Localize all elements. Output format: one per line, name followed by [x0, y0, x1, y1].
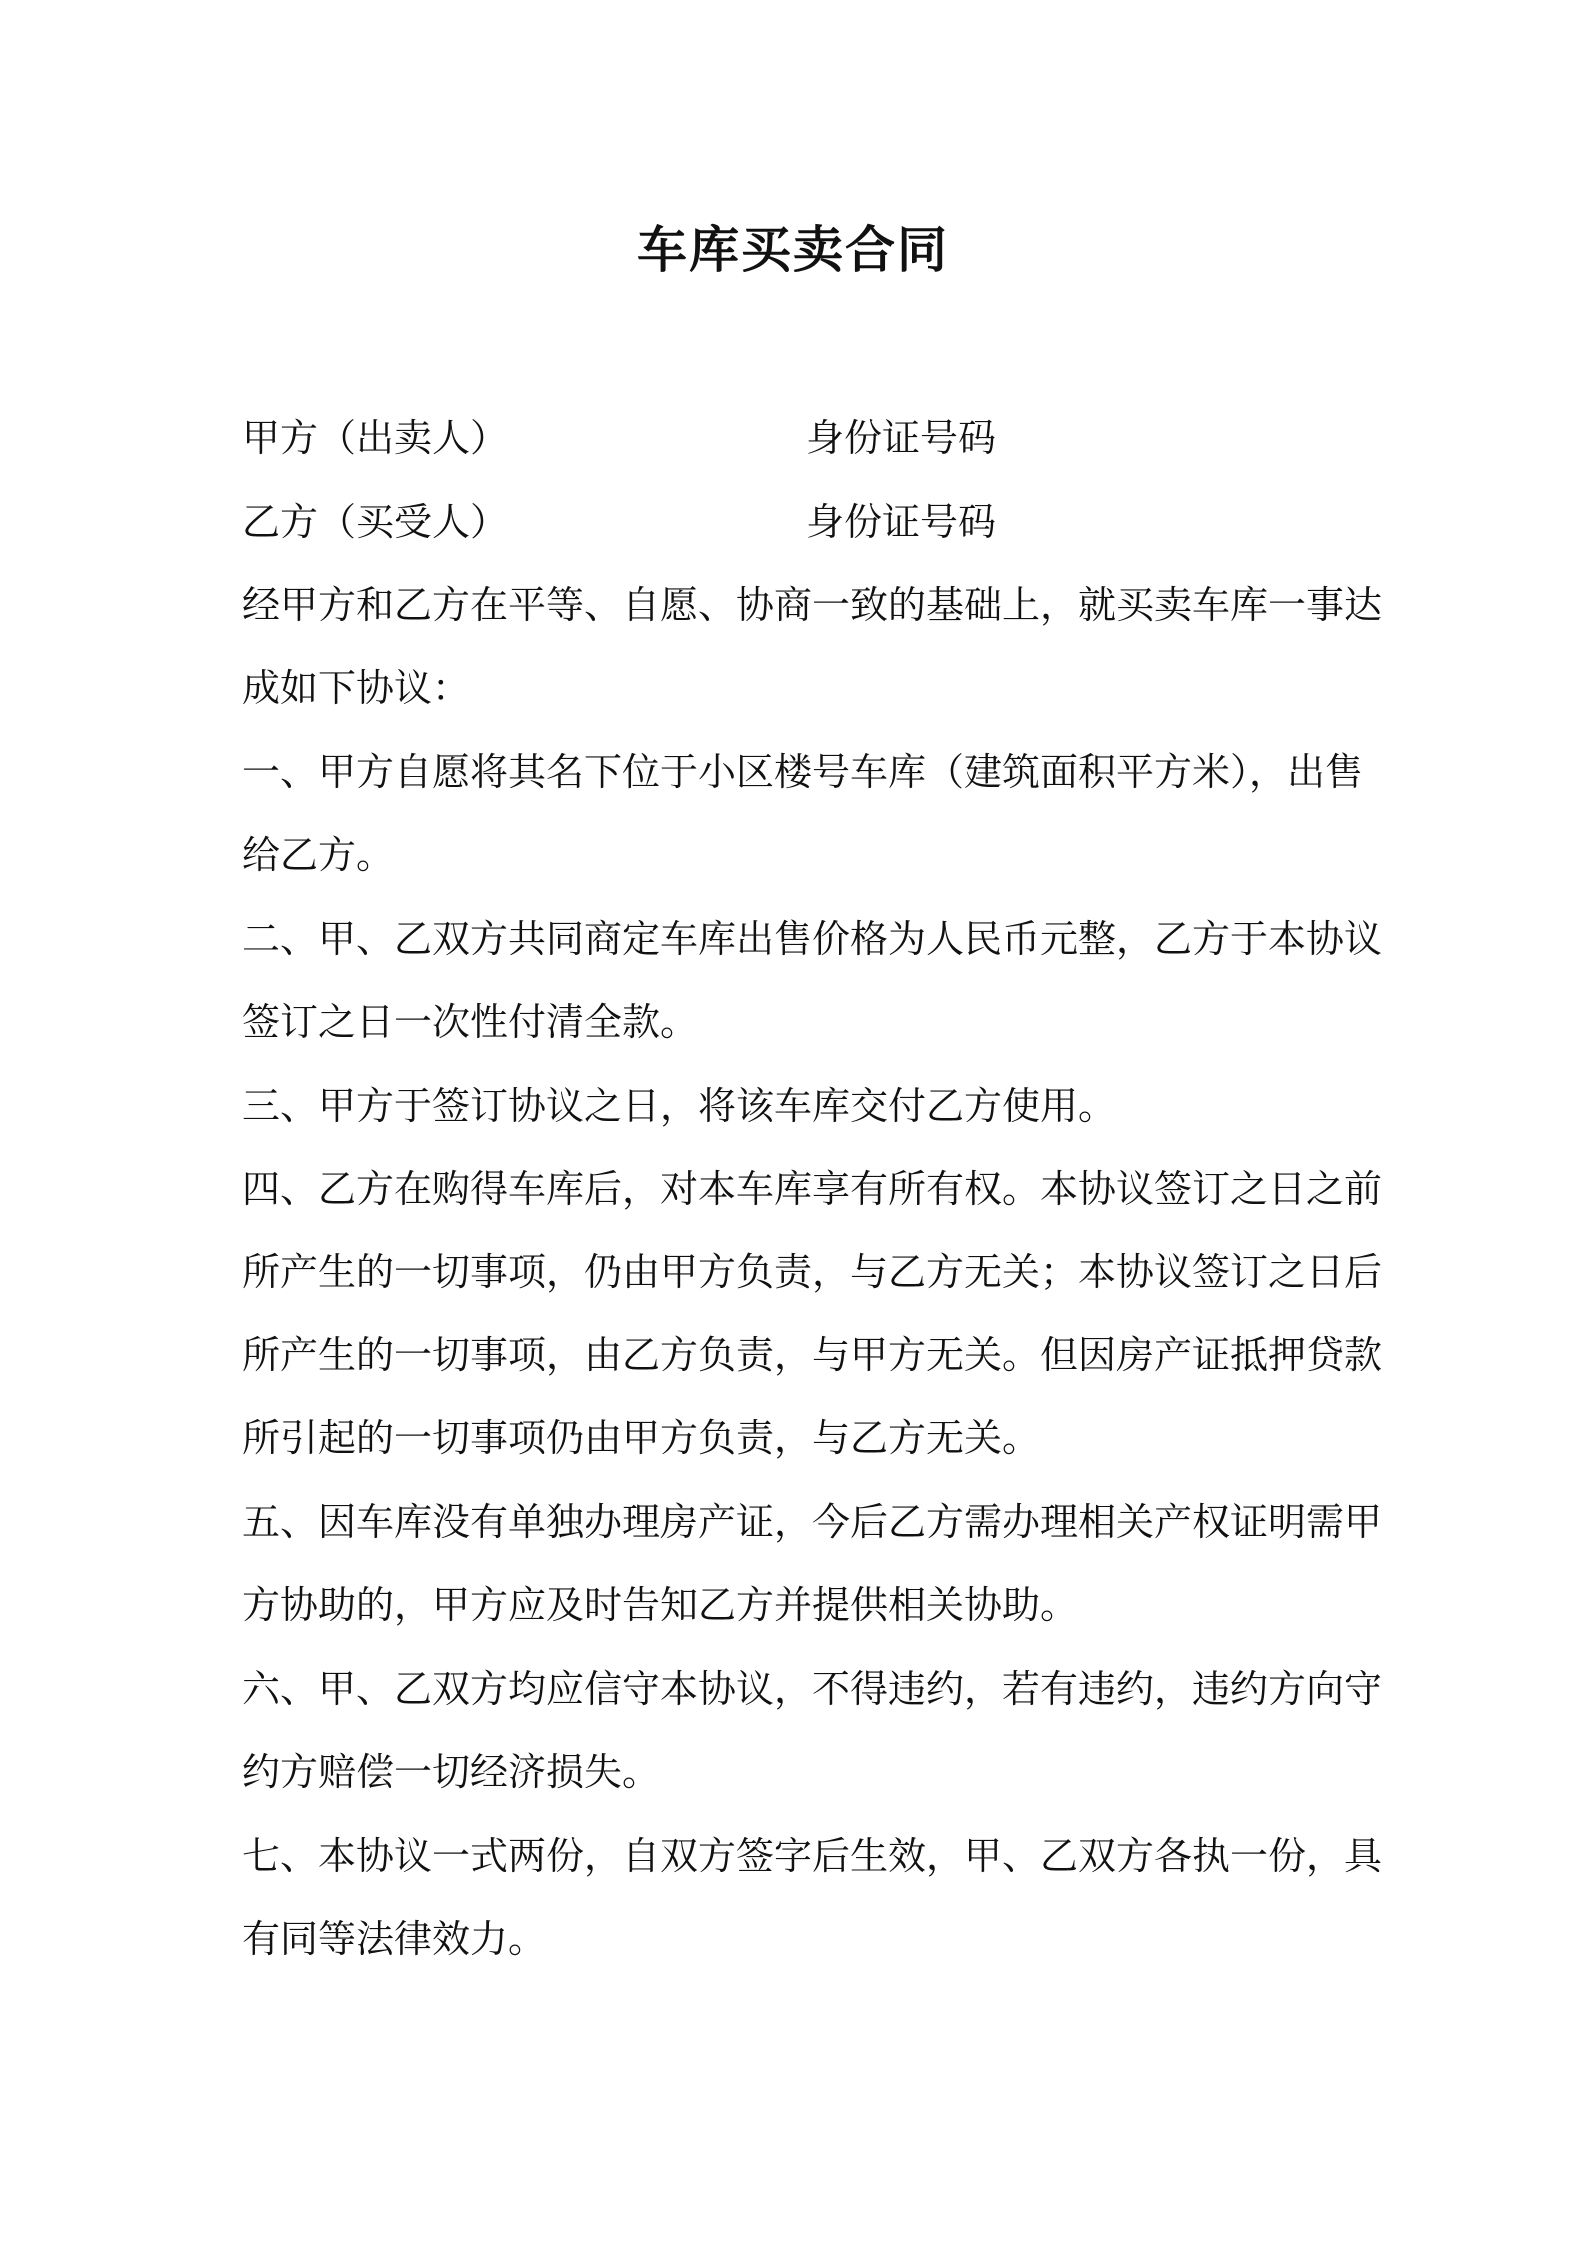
clause-3: [242, 1065, 1362, 1148]
intro-paragraph: [242, 564, 1383, 730]
clause-line: 约方赔偿一切经济损失。: [242, 1750, 661, 1794]
clause-line: 方协助的，甲方应及时告知乙方并提供相关协助。: [242, 1583, 1079, 1627]
clause-4: [242, 1148, 1383, 1480]
clause-line: 有同等法律效力。: [242, 1917, 547, 1961]
clause-2: [242, 898, 1383, 1064]
clause-line: 三、甲方于签订协议之日，将该车库交付乙方使用。: [242, 1084, 1117, 1128]
clause-line: 四、乙方在购得车库后，对本车库享有所有权。本协议签订之日之前: [242, 1167, 1383, 1211]
seller-id-label: 身份证号码: [806, 416, 997, 460]
intro-line: 经甲方和乙方在平等、自愿、协商一致的基础上，就买卖车库一事达: [242, 583, 1383, 627]
clause-7: [242, 1815, 1383, 1981]
party-buyer-row: [242, 492, 1362, 552]
clause-line: 所引起的一切事项仍由甲方负责，与乙方无关。: [242, 1416, 1041, 1460]
clause-line: 所产生的一切事项，仍由甲方负责，与乙方无关；本协议签订之日后: [242, 1250, 1383, 1294]
buyer-label: 乙方（买受人）: [242, 500, 509, 544]
clause-6: [242, 1648, 1383, 1814]
clause-line: 所产生的一切事项，由乙方负责，与甲方无关。但因房产证抵押贷款: [242, 1333, 1383, 1377]
seller-label: 甲方（出卖人）: [242, 416, 509, 460]
clause-line: 五、因车库没有单独办理房产证，今后乙方需办理相关产权证明需甲: [242, 1500, 1383, 1544]
clause-5: [242, 1481, 1383, 1647]
clause-line: 二、甲、乙双方共同商定车库出售价格为人民币元整，乙方于本协议: [242, 917, 1383, 961]
party-seller-row: [242, 408, 1362, 468]
buyer-id-label: 身份证号码: [806, 500, 997, 544]
clause-line: 签订之日一次性付清全款。: [242, 1000, 699, 1044]
clause-line: 六、甲、乙双方均应信守本协议，不得违约，若有违约，违约方向守: [242, 1667, 1383, 1711]
document-title: 车库买卖合同: [637, 221, 949, 279]
clause-line: 一、甲方自愿将其名下位于小区楼号车库（建筑面积平方米），出售: [242, 750, 1364, 794]
clause-1: [242, 731, 1362, 897]
intro-line: 成如下协议：: [242, 666, 471, 710]
clause-line: 七、本协议一式两份，自双方签字后生效，甲、乙双方各执一份，具: [242, 1834, 1383, 1878]
clause-line: 给乙方。: [242, 833, 395, 877]
